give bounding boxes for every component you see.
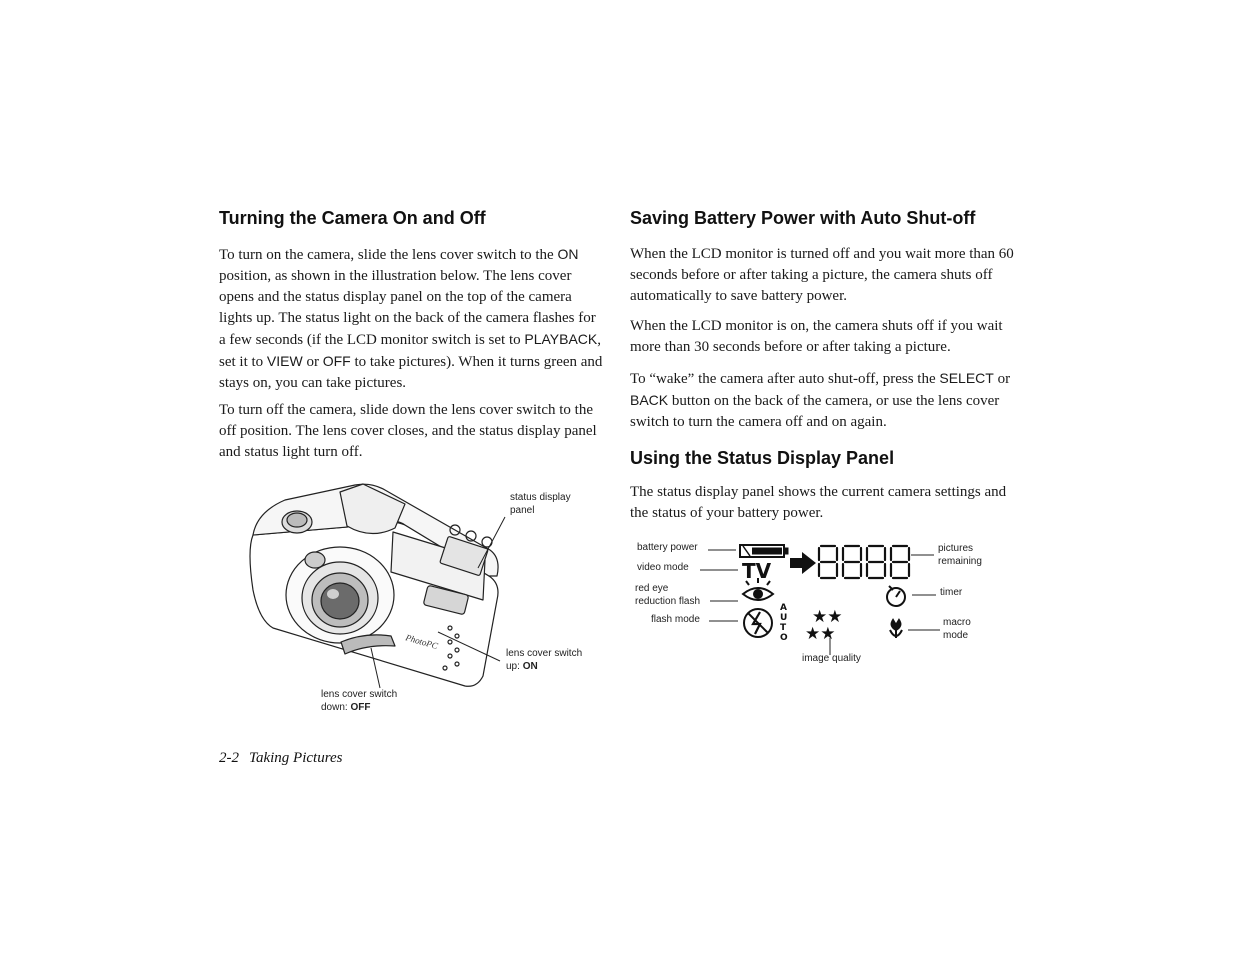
keyword-off: OFF xyxy=(322,353,351,369)
label-state-off: OFF xyxy=(350,701,371,713)
auto-letter: O xyxy=(780,633,788,643)
label-prefix: up: xyxy=(506,660,523,672)
flash-off-icon xyxy=(744,609,772,637)
label-flash-mode: flash mode xyxy=(651,614,700,625)
text: To “wake” the camera after auto shut-off, press the xyxy=(630,371,940,387)
label-line: lens cover switch xyxy=(321,689,398,700)
seven-segment-digit xyxy=(891,546,909,578)
macro-flower-icon xyxy=(890,620,902,638)
label-prefix: down: xyxy=(321,701,351,713)
text: To turn on the camera, slide the lens cover switch to the xyxy=(219,247,558,263)
heading-status-display-panel: Using the Status Display Panel xyxy=(630,448,895,468)
label-video-mode: video mode xyxy=(637,562,689,573)
video-mode-icon: TV xyxy=(742,559,772,583)
text: , set it to xyxy=(219,332,602,370)
seven-segment-digit xyxy=(867,546,885,578)
label-line: red eye xyxy=(635,583,669,594)
timer-icon xyxy=(887,586,905,606)
label-red-eye-reduction-flash xyxy=(635,583,700,608)
battery-icon xyxy=(740,545,788,557)
keyword-playback: PLAYBACK xyxy=(524,331,598,347)
image-quality-stars-icon xyxy=(805,607,842,644)
text: position, as shown in the illustration below. The lens cover opens and the status display panel on the top of the camera lights up. The status light on the back of the camera flashes for a few seconds (if the LCD monitor switch is set to xyxy=(219,268,596,348)
keyword-view: VIEW xyxy=(266,353,303,369)
label-state-on: ON xyxy=(522,660,538,672)
pictures-remaining-digits xyxy=(819,546,909,578)
text: to take pictures). When it turns green and stays on, you can take pictures. xyxy=(219,354,603,391)
label-battery-power: battery power xyxy=(637,542,698,553)
svg-text:★★: ★★ xyxy=(805,624,836,644)
label-timer: timer xyxy=(940,587,963,598)
keyword-on: ON xyxy=(557,246,579,262)
section-title: Taking Pictures xyxy=(249,750,343,766)
label-macro-mode xyxy=(943,617,971,642)
auto-letter: T xyxy=(780,623,787,633)
arrow-right-icon xyxy=(790,552,816,574)
seven-segment-digit xyxy=(843,546,861,578)
paragraph-lcd-off: When the LCD monitor is turned off and you wait more than 60 seconds before or after taking a picture, the camera shuts off automatically to save battery power. xyxy=(630,246,1014,304)
label-line: panel xyxy=(510,504,535,516)
page-number: 2-2 xyxy=(219,750,239,766)
auto-flash-letters xyxy=(780,603,788,643)
paragraph-turn-off: To turn off the camera, slide down the lens cover switch to the off position. The lens cover closes, and the status display panel and status light turn off. xyxy=(219,402,597,460)
text: or xyxy=(993,371,1011,387)
heading-saving-battery-power: Saving Battery Power with Auto Shut-off xyxy=(630,208,976,228)
seven-segment-digit xyxy=(819,546,837,578)
label-line: reduction flash xyxy=(635,595,701,607)
label-line: remaining xyxy=(938,555,982,567)
label-line: mode xyxy=(943,629,969,641)
label-line: pictures xyxy=(938,543,974,554)
page-footer xyxy=(219,750,342,767)
text: button on the back of the camera, or use the lens cover switch to turn the camera off and on again. xyxy=(630,393,1000,430)
label-image-quality: image quality xyxy=(802,653,861,664)
keyword-select: SELECT xyxy=(939,370,994,386)
label-pictures-remaining xyxy=(938,543,982,568)
svg-text:★★: ★★ xyxy=(812,607,843,627)
camera-brand-mark: PhotoPC xyxy=(404,632,439,652)
text: or xyxy=(302,354,323,370)
label-line: lens cover switch xyxy=(506,648,583,659)
keyword-back: BACK xyxy=(630,392,669,408)
auto-letter: A xyxy=(780,603,787,613)
auto-letter: U xyxy=(780,613,788,623)
heading-turning-camera-on-off: Turning the Camera On and Off xyxy=(219,208,486,228)
label-line: macro xyxy=(943,617,971,628)
paragraph-status-panel: The status display panel shows the current camera settings and the status of your battery power. xyxy=(630,484,1007,521)
paragraph-lcd-on: When the LCD monitor is on, the camera shuts off if you wait more than 30 seconds before or after taking a picture. xyxy=(630,318,1003,355)
label-line: status display xyxy=(510,492,571,503)
